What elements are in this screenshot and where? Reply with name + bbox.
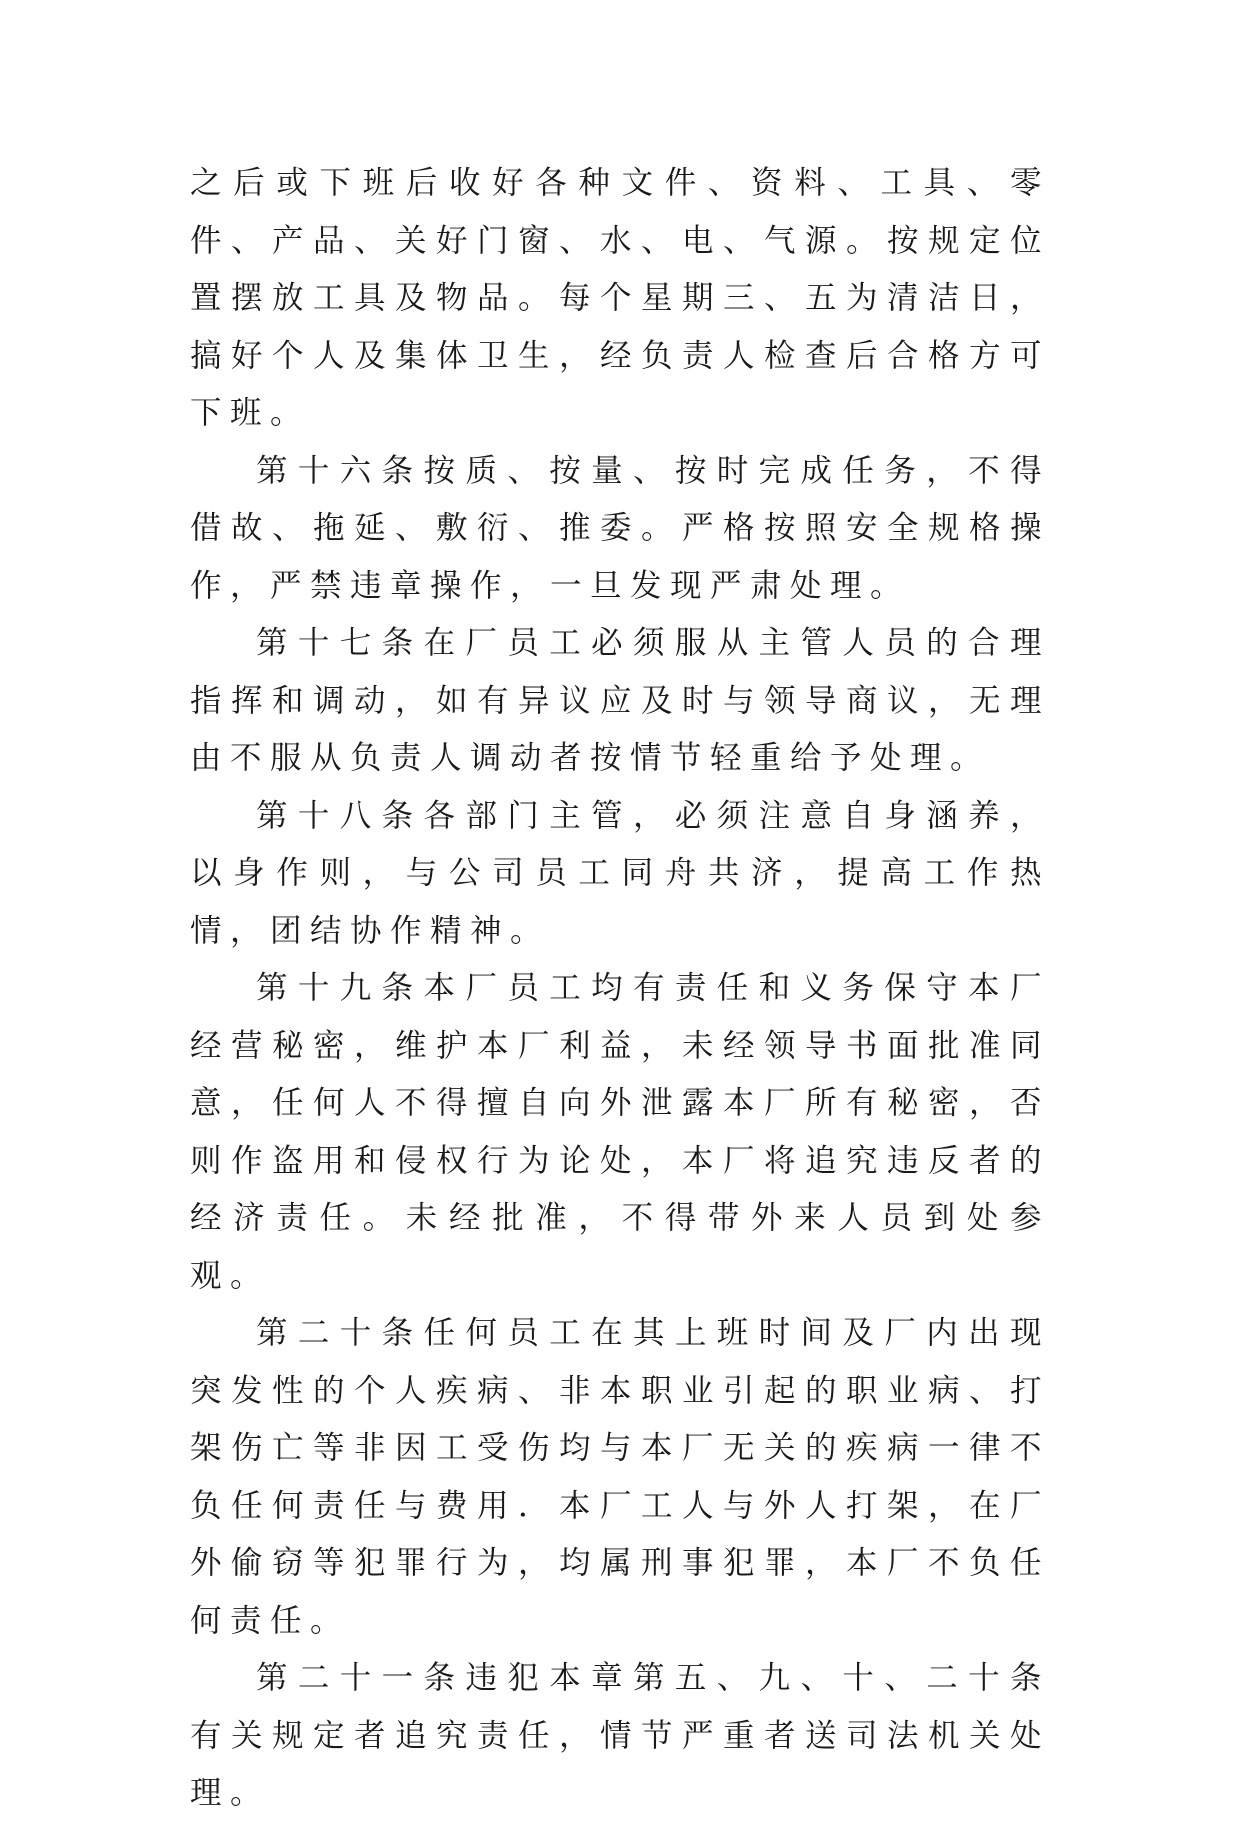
paragraph-article-21: 第二十一条违犯本章第五、九、十、二十条有关规定者追究责任，情节严重者送司法机关处理。: [190, 1660, 1050, 1811]
paragraph-article-20: 第二十条任何员工在其上班时间及厂内出现突发性的个人疾病、非本职业引起的职业病、打架伤亡等非因工受伤均与本厂无关的疾病一律不负任何责任与费用．本厂工人与外人打架，在厂外偷窃等犯罪行为，均属刑事犯罪，本厂不负任何责任。: [190, 1315, 1050, 1639]
paragraph-continuation: 之后或下班后收好各种文件、资料、工具、零件、产品、关好门窗、水、电、气源。按规定位置摆放工具及物品。每个星期三、五为清洁日，搞好个人及集体卫生，经负责人检查后合格方可下班。: [190, 165, 1050, 431]
document-body: [190, 155, 1050, 1823]
paragraph-article-17: 第十七条在厂员工必须服从主管人员的合理指挥和调动，如有异议应及时与领导商议，无理由不服从负责人调动者按情节轻重给予处理。: [190, 625, 1050, 776]
paragraph-article-19: 第十九条本厂员工均有责任和义务保守本厂经营秘密，维护本厂利益，未经领导书面批准同意，任何人不得擅自向外泄露本厂所有秘密，否则作盗用和侵权行为论处，本厂将追究违反者的经济责任。未经批准，不得带外来人员到处参观。: [190, 970, 1050, 1294]
paragraph-article-18: 第十八条各部门主管，必须注意自身涵养，以身作则，与公司员工同舟共济，提高工作热情，团结协作精神。: [190, 797, 1050, 949]
paragraph-article-16: 第十六条按质、按量、按时完成任务，不得借故、拖延、敷衍、推委。严格按照安全规格操作，严禁违章操作，一旦发现严肃处理。: [190, 452, 1050, 604]
